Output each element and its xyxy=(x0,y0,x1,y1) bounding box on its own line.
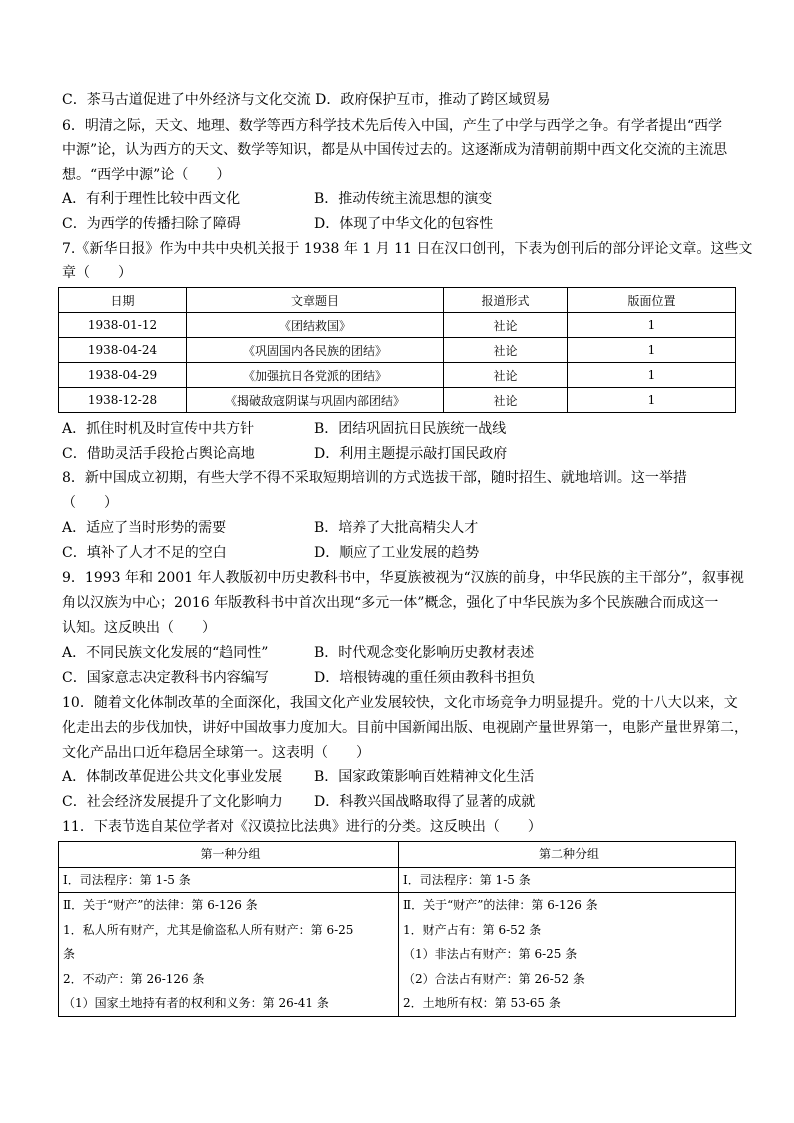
table-cell: 《团结救国》 xyxy=(187,313,444,338)
q10-option-b: B．国家政策影响百姓精神文化生活 xyxy=(314,769,535,785)
table-cell: 1 xyxy=(568,363,736,388)
table-line: Ⅱ．关于“财产”的法律：第 6-126 条 xyxy=(403,898,598,912)
table-header: 第二种分组 xyxy=(399,842,736,868)
table-cell: 1938-12-28 xyxy=(59,388,187,413)
q8-stem-line2: （ ） xyxy=(62,495,118,511)
q10-stem-line3: 文化产品出口近年稳居全球第一。这表明（ ） xyxy=(62,745,370,761)
q7-option-a: A．抓住时机及时宣传中共方针 xyxy=(62,421,255,437)
table-cell: 1938-01-12 xyxy=(59,313,187,338)
table-row xyxy=(59,313,736,338)
table-line: 1．财产占有：第 6-52 条 xyxy=(403,922,542,937)
table-line: Ⅰ．司法程序：第 1-5 条 xyxy=(63,872,191,887)
table-cell: 社论 xyxy=(444,363,568,388)
table-header: 日期 xyxy=(59,288,187,313)
table-line: （1）国家土地持有者的权利和义务：第 26-41 条 xyxy=(63,996,329,1010)
table-cell-right xyxy=(399,867,736,893)
table-row xyxy=(59,893,736,1017)
q9-stem-line2: 角以汉族为中心；2016 年版教科书中首次出现“多元一体”概念，强化了中华民族为多个民族融合而成这一 xyxy=(62,595,719,611)
q8-option-c: C．填补了人才不足的空白 xyxy=(62,545,227,561)
table-cell: 1 xyxy=(568,313,736,338)
q7-option-c: C．借助灵活手段抢占舆论高地 xyxy=(62,446,255,462)
q9-stem-line1: 9．1993 年和 2001 年人教版初中历史教科书中，华夏族被视为“汉族的前身，中华民族的主干部分”，叙事视 xyxy=(62,570,744,586)
table-line: Ⅱ．关于“财产”的法律：第 6-126 条 xyxy=(63,898,258,912)
table-line: （2）合法占有财产：第 26-52 条 xyxy=(403,971,585,986)
table-cell: 1 xyxy=(568,388,736,413)
q8-stem-line1: 8．新中国成立初期，有些大学不得不采取短期培训的方式选拔干部，随时招生、就地培训。这一举措 xyxy=(62,470,687,486)
q6-option-a: A．有利于理性比较中西文化 xyxy=(62,191,241,207)
q5-options-cd: C．茶马古道促进了中外经济与文化交流 D．政府保护互市，推动了跨区域贸易 xyxy=(62,92,551,108)
table-cell: 社论 xyxy=(444,313,568,338)
table-header: 版面位置 xyxy=(568,288,736,313)
table-row xyxy=(59,867,736,893)
table-line: 条 xyxy=(63,947,76,961)
table-line: 2．不动产：第 26-126 条 xyxy=(63,971,205,986)
q6-option-b: B．推动传统主流思想的演变 xyxy=(314,191,493,207)
q9-stem-line3: 认知。这反映出（ ） xyxy=(62,620,216,636)
table-header-row xyxy=(59,842,736,868)
q10-option-a: A．体制改革促进公共文化事业发展 xyxy=(62,769,283,785)
table-line: （1）非法占有财产：第 6-25 条 xyxy=(403,947,578,961)
table-cell: 1938-04-24 xyxy=(59,338,187,363)
q7-stem-line1: 7.《新华日报》作为中共中央机关报于 1938 年 1 月 11 日在汉口创刊，下表为创刊后的部分评论文章。这些文 xyxy=(62,241,753,257)
table-cell: 社论 xyxy=(444,338,568,363)
q11-stem: 11．下表节选自某位学者对《汉谟拉比法典》进行的分类。这反映出（ ） xyxy=(62,819,542,835)
q6-stem-line3: 想。“西学中源”论（ ） xyxy=(62,167,231,183)
q10-option-d: D．科教兴国战略取得了显著的成就 xyxy=(314,794,536,810)
q6-option-d: D．体现了中华文化的包容性 xyxy=(314,216,494,232)
q6-option-c: C．为西学的传播扫除了障碍 xyxy=(62,216,241,232)
table-cell: 《加强抗日各党派的团结》 xyxy=(187,363,444,388)
q8-option-b: B．培养了大批高精尖人才 xyxy=(314,520,479,536)
q9-option-c: C．国家意志决定教科书内容编写 xyxy=(62,670,269,686)
q7-table xyxy=(58,287,736,413)
table-header-row xyxy=(59,288,736,313)
table-header: 报道形式 xyxy=(444,288,568,313)
table-row xyxy=(59,338,736,363)
table-cell-right xyxy=(399,893,736,1017)
table-line: 1．私人所有财产，尤其是偷盗私人所有财产：第 6-25 xyxy=(63,922,354,937)
table-line: Ⅰ．司法程序：第 1-5 条 xyxy=(403,872,531,887)
table-cell: 1938-04-29 xyxy=(59,363,187,388)
q8-option-a: A．适应了当时形势的需要 xyxy=(62,520,227,536)
table-row xyxy=(59,388,736,413)
table-header: 第一种分组 xyxy=(59,842,399,868)
table-cell: 1 xyxy=(568,338,736,363)
q7-option-d: D．利用主题提示敲打国民政府 xyxy=(314,446,508,462)
table-cell-left xyxy=(59,893,399,1017)
q10-stem-line1: 10．随着文化体制改革的全面深化，我国文化产业发展较快，文化市场竞争力明显提升。党的十八大以来，文 xyxy=(62,695,738,711)
q9-option-b: B．时代观念变化影响历史教材表述 xyxy=(314,645,535,661)
table-cell: 《巩固国内各民族的团结》 xyxy=(187,338,444,363)
table-cell: 社论 xyxy=(444,388,568,413)
q6-stem-line1: 6．明清之际，天文、地理、数学等西方科学技术先后传入中国，产生了中学与西学之争。有学者提出“西学 xyxy=(62,118,723,134)
q11-table xyxy=(58,841,736,1017)
table-cell-left xyxy=(59,867,399,893)
q8-option-d: D．顺应了工业发展的趋势 xyxy=(314,545,480,561)
q10-option-c: C．社会经济发展提升了文化影响力 xyxy=(62,794,283,810)
q7-stem-line2: 章（ ） xyxy=(62,265,132,281)
table-row xyxy=(59,363,736,388)
q7-option-b: B．团结巩固抗日民族统一战线 xyxy=(314,421,507,437)
table-header: 文章题目 xyxy=(187,288,444,313)
q9-option-a: A．不同民族文化发展的“趋同性” xyxy=(62,645,269,661)
table-cell: 《揭破敌寇阴谋与巩固内部团结》 xyxy=(187,388,444,413)
q10-stem-line2: 化走出去的步伐加快，讲好中国故事力度加大。目前中国新闻出版、电视剧产量世界第一，电影产量世界第二， xyxy=(62,720,748,736)
table-line: 2．土地所有权：第 53-65 条 xyxy=(403,996,561,1010)
q9-option-d: D．培根铸魂的重任须由教科书担负 xyxy=(314,670,536,686)
q6-stem-line2: 中源”论，认为西方的天文、数学等知识，都是从中国传过去的。这逐渐成为清朝前期中西文化交流的主流思 xyxy=(62,142,728,158)
